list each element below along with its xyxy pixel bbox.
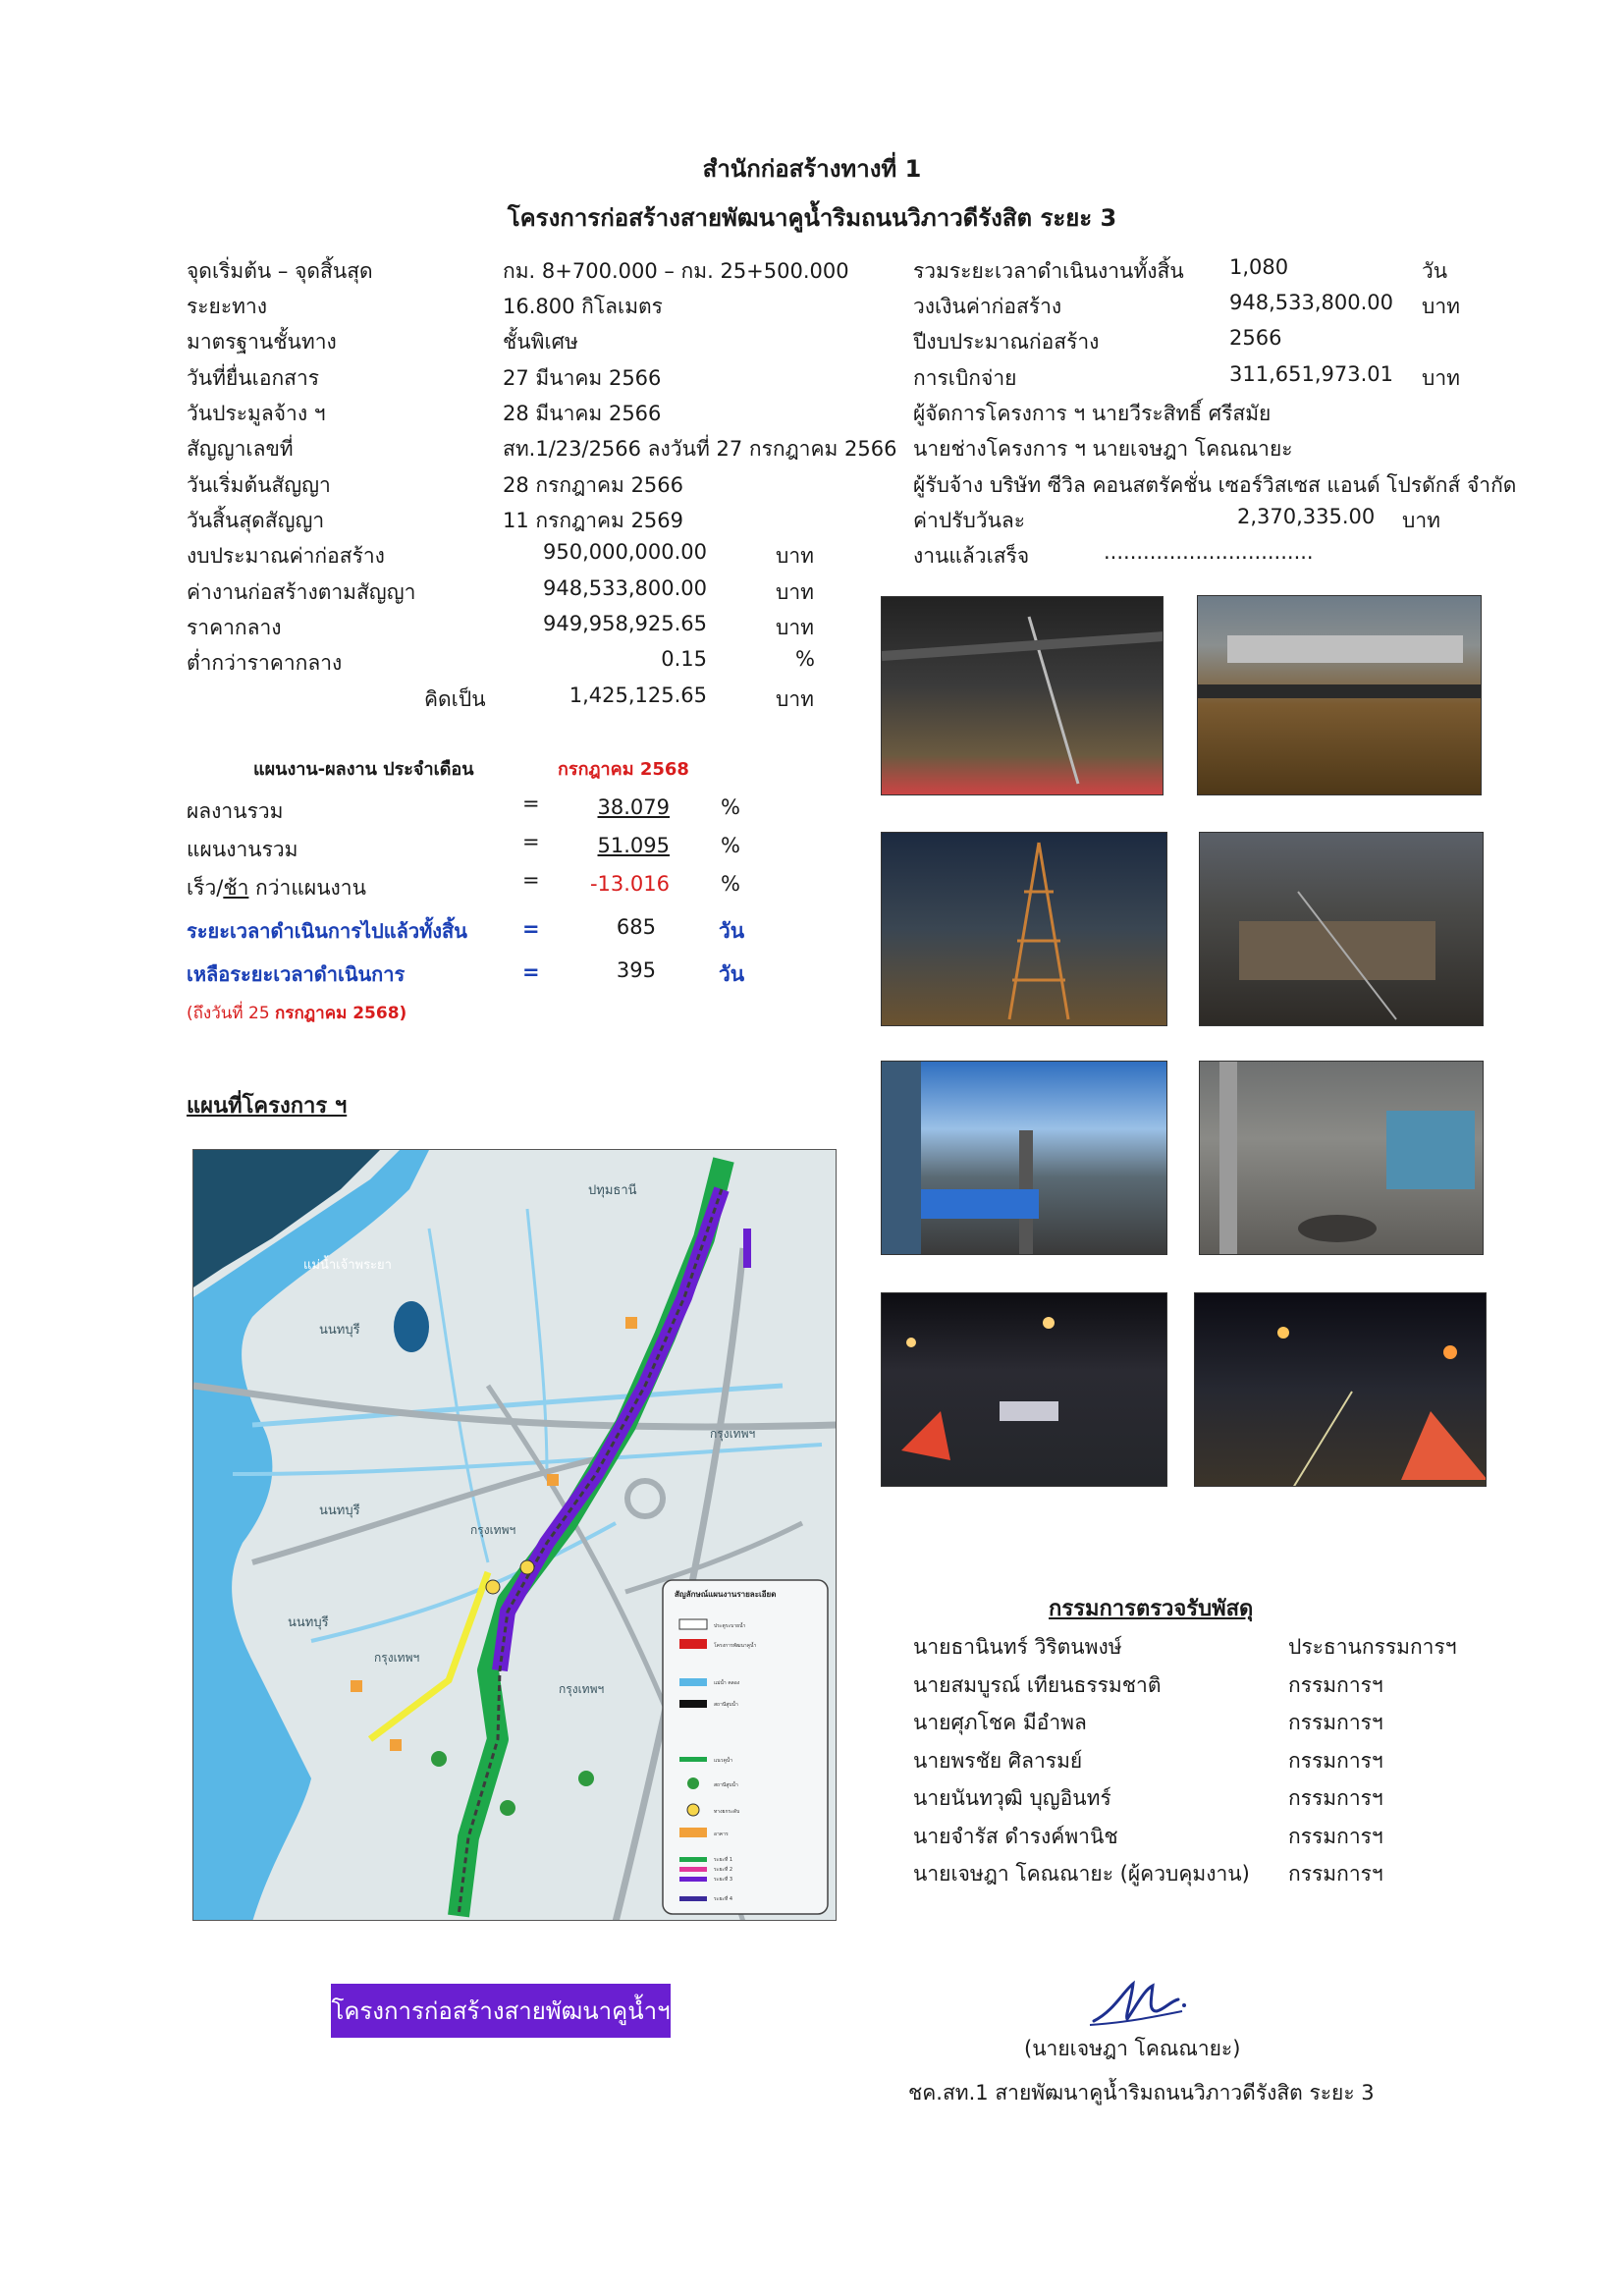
site-photo xyxy=(881,1292,1167,1487)
info-label: วันที่ยื่นเอกสาร xyxy=(187,366,320,390)
money-unit: บาท xyxy=(776,616,814,639)
map-label: กรุงเทพฯ xyxy=(374,1651,420,1665)
project-map xyxy=(192,1149,837,1921)
progress-label: แผนงานรวม xyxy=(187,838,298,861)
committee-member-role: กรรมการฯ xyxy=(1288,1825,1383,1848)
info-label: วันเริ่มต้นสัญญา xyxy=(187,473,331,497)
money-label: งบประมาณค่าก่อสร้าง xyxy=(187,544,385,568)
equals-sign: = xyxy=(522,792,540,815)
committee-member-name: นายศุภโชค มีอำพล xyxy=(913,1711,1087,1734)
money-label: ค่างานก่อสร้างตามสัญญา xyxy=(187,580,416,604)
as-of-month: กรกฎาคม 2568) xyxy=(275,1004,407,1023)
committee-member-role: กรรมการฯ xyxy=(1288,1786,1383,1810)
info-value: สท.1/23/2566 ลงวันที่ 27 กรกฎาคม 2566 xyxy=(503,437,897,461)
equals-sign: = xyxy=(522,830,540,853)
map-label: ปทุมธานี xyxy=(588,1183,637,1198)
info-label: วงเงินค่าก่อสร้าง xyxy=(913,295,1062,318)
done-value: ................................ xyxy=(1104,540,1314,564)
money-label: ราคากลาง xyxy=(187,616,282,639)
svg-text:อาคาร: อาคาร xyxy=(714,1831,729,1837)
committee-member-name: นายจำรัส ดำรงค์พานิช xyxy=(913,1825,1118,1848)
money-value: 1,425,125.65 xyxy=(568,683,707,707)
equals-sign: = xyxy=(522,868,540,892)
percent-unit: % xyxy=(721,872,740,896)
day-unit: วัน xyxy=(719,919,745,943)
info-value: ชั้นพิเศษ xyxy=(503,330,578,354)
map-label: นนทบุรี xyxy=(319,1503,360,1518)
progress-label xyxy=(187,872,366,904)
as-of-prefix: (ถึงวันที่ 25 xyxy=(187,1004,276,1023)
money-value: 0.15 xyxy=(661,647,707,671)
svg-text:ระยะที่ 2: ระยะที่ 2 xyxy=(714,1867,733,1873)
committee-member-name: นายสมบูรณ์ เทียนธรรมชาติ xyxy=(913,1673,1162,1697)
svg-text:สถานีสูบน้ำ: สถานีสูบน้ำ xyxy=(714,1782,738,1788)
committee-member-role: กรรมการฯ xyxy=(1288,1673,1383,1697)
site-photo xyxy=(881,832,1167,1026)
site-photo xyxy=(1194,1292,1487,1487)
svg-text:ทางยกระดับ: ทางยกระดับ xyxy=(714,1809,740,1815)
site-photo xyxy=(1199,832,1484,1026)
label-part: กว่าแผนงาน xyxy=(248,876,366,900)
percent-unit: % xyxy=(721,834,740,857)
info-label: จุดเริ่มต้น – จุดสิ้นสุด xyxy=(187,259,373,283)
map-heading: แผนที่โครงการ ฯ xyxy=(187,1094,348,1119)
header-line-1: สำนักก่อสร้างทางที่ 1 xyxy=(702,155,922,183)
money-label: คิดเป็น xyxy=(424,687,486,711)
map-label: นนทบุรี xyxy=(319,1323,360,1338)
committee-member-role: กรรมการฯ xyxy=(1288,1862,1383,1886)
project-manager: ผู้จัดการโครงการ ฯ นายวีระสิทธิ์ ศรีสมัย xyxy=(913,402,1272,425)
project-link-button[interactable]: โครงการก่อสร้างสายพัฒนาคูน้ำฯ xyxy=(331,1984,671,2038)
svg-text:ระยะที่ 3: ระยะที่ 3 xyxy=(714,1877,733,1883)
site-photo xyxy=(881,596,1164,795)
elapsed-value: 685 xyxy=(616,915,656,939)
info-label: วันสิ้นสุดสัญญา xyxy=(187,509,325,532)
committee-member-role: กรรมการฯ xyxy=(1288,1711,1383,1734)
info-value: 28 มีนาคม 2566 xyxy=(503,402,662,425)
map-label: กรุงเทพฯ xyxy=(710,1427,756,1441)
svg-text:แม่น้ำ คลอง: แม่น้ำ คลอง xyxy=(714,1680,740,1686)
info-label: วันประมูลจ้าง ฯ xyxy=(187,402,326,425)
svg-text:โครงการพัฒนาคูน้ำ: โครงการพัฒนาคูน้ำ xyxy=(714,1643,757,1649)
info-label: ปีงบประมาณก่อสร้าง xyxy=(913,330,1100,354)
day-unit: วัน xyxy=(719,962,745,986)
label-part: ช้า xyxy=(223,876,249,900)
done-label: งานแล้วเสร็จ xyxy=(913,544,1030,568)
signature-position: ชค.สท.1 สายพัฒนาคูน้ำริมถนนวิภาวดีรังสิต ระยะ 3 xyxy=(908,2081,1375,2105)
info-label: การเบิกจ่าย xyxy=(913,366,1017,390)
site-photo xyxy=(1199,1061,1484,1255)
map-label: กรุงเทพฯ xyxy=(470,1523,516,1537)
money-unit: บาท xyxy=(776,687,814,711)
money-unit: บาท xyxy=(776,544,814,568)
info-value: 2566 xyxy=(1229,326,1282,350)
planned-progress-value: 51.095 xyxy=(597,834,670,857)
info-value: 948,533,800.00 xyxy=(1229,291,1393,314)
difference-value: -13.016 xyxy=(589,872,670,896)
info-unit: บาท xyxy=(1422,366,1460,390)
map-label: กรุงเทพฯ xyxy=(559,1682,605,1696)
as-of-date xyxy=(187,1000,406,1026)
fine-unit: บาท xyxy=(1402,509,1440,532)
info-value: 311,651,973.01 xyxy=(1229,362,1393,386)
info-label: ระยะทาง xyxy=(187,295,268,318)
remaining-label: เหลือระยะเวลาดำเนินการ xyxy=(187,962,406,986)
svg-text:สถานีสูบน้ำ: สถานีสูบน้ำ xyxy=(714,1702,738,1708)
progress-month: กรกฎาคม 2568 xyxy=(558,759,689,780)
info-label: สัญญาเลขที่ xyxy=(187,437,294,461)
progress-heading: แผนงาน-ผลงาน ประจำเดือน xyxy=(253,759,474,780)
map-legend-title: สัญลักษณ์แผนงานรายละเอียด xyxy=(675,1590,777,1599)
money-value: 950,000,000.00 xyxy=(543,540,707,564)
info-unit: บาท xyxy=(1422,295,1460,318)
header-line-2: โครงการก่อสร้างสายพัฒนาคูน้ำริมถนนวิภาวดีรังสิต ระยะ 3 xyxy=(507,204,1117,232)
info-value: 16.800 กิโลเมตร xyxy=(503,295,663,318)
site-photo xyxy=(881,1061,1167,1255)
fine-value: 2,370,335.00 xyxy=(1237,505,1376,528)
signature-mark xyxy=(1084,1972,1192,2031)
signature-name: (นายเจษฎา โคณณายะ) xyxy=(1024,2037,1241,2060)
info-value: 27 มีนาคม 2566 xyxy=(503,366,662,390)
map-label: แม่น้ำเจ้าพระยา xyxy=(303,1258,392,1273)
committee-member-role: กรรมการฯ xyxy=(1288,1749,1383,1773)
info-unit: วัน xyxy=(1422,259,1448,283)
money-value: 948,533,800.00 xyxy=(543,576,707,600)
remaining-value: 395 xyxy=(616,958,656,982)
svg-text:แนวคูน้ำ: แนวคูน้ำ xyxy=(714,1758,733,1764)
info-label: รวมระยะเวลาดำเนินงานทั้งสิ้น xyxy=(913,259,1184,283)
money-value: 949,958,925.65 xyxy=(543,612,707,635)
percent-unit: % xyxy=(721,795,740,819)
label-part: เร็ว/ xyxy=(187,876,224,900)
actual-progress-value: 38.079 xyxy=(597,795,670,819)
money-unit: บาท xyxy=(776,580,814,604)
committee-member-name: นายธานินทร์ วิริตนพงษ์ xyxy=(913,1635,1122,1659)
elapsed-label: ระยะเวลาดำเนินการไปแล้วทั้งสิ้น xyxy=(187,919,467,943)
svg-text:ประตูระบายน้ำ: ประตูระบายน้ำ xyxy=(714,1623,746,1629)
info-label: มาตรฐานชั้นทาง xyxy=(187,330,337,354)
fine-label: ค่าปรับวันละ xyxy=(913,509,1026,532)
project-engineer: นายช่างโครงการ ฯ นายเจษฎา โคณณายะ xyxy=(913,437,1293,461)
info-value: 1,080 xyxy=(1229,255,1289,279)
svg-text:ระยะที่ 4: ระยะที่ 4 xyxy=(714,1896,733,1902)
committee-member-name: นายนันทวุฒิ บุญอินทร์ xyxy=(913,1786,1111,1810)
money-label: ต่ำกว่าราคากลาง xyxy=(187,651,343,675)
committee-member-name: นายพรชัย ศิลารมย์ xyxy=(913,1749,1083,1773)
contractor: ผู้รับจ้าง บริษัท ซีวิล คอนสตรัคชั่น เซอร์วิสเซส แอนด์ โปรดักส์ จำกัด xyxy=(913,473,1517,497)
progress-label: ผลงานรวม xyxy=(187,799,284,823)
info-value: 11 กรกฎาคม 2569 xyxy=(503,509,684,532)
info-value: กม. 8+700.000 – กม. 25+500.000 xyxy=(503,259,849,283)
svg-text:ระยะที่ 1: ระยะที่ 1 xyxy=(714,1857,733,1863)
money-unit: % xyxy=(795,647,815,671)
info-value: 28 กรกฎาคม 2566 xyxy=(503,473,684,497)
committee-member-role: ประธานกรรมการฯ xyxy=(1288,1635,1457,1659)
map-label: นนทบุรี xyxy=(288,1615,329,1630)
committee-heading: กรรมการตรวจรับพัสดุ xyxy=(1049,1597,1254,1621)
site-photo xyxy=(1197,595,1482,795)
committee-member-name: นายเจษฎา โคณณายะ (ผู้ควบคุมงาน) xyxy=(913,1862,1250,1886)
